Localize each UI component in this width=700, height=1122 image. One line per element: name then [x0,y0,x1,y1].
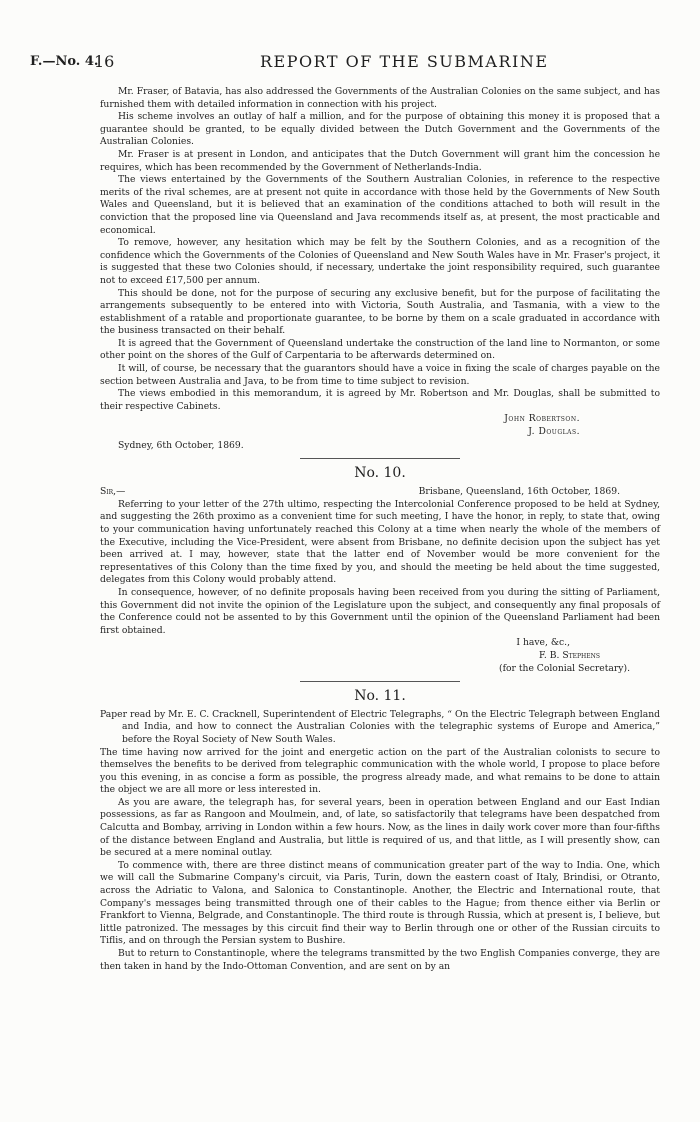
letter-address: Brisbane, Queensland, 16th October, 1869. [418,485,620,497]
section-divider [300,458,460,459]
paragraph: The views embodied in this memorandum, it is agreed by Mr. Robertson and Mr. Douglas, shall be submitted to their respective Cabinets. [100,388,660,412]
paragraph: It is agreed that the Government of Queensland undertake the construction of the land line to Normanton, or some other point on the shores of the Gulf of Carpentaria to be afterwards determined on. [100,337,660,362]
section-heading: No. 10. [354,465,406,482]
paragraph: In consequence, however, of no definite proposals having been received from you during the sitting of Parliament, this Government did not invite the opinion of the Legislature upon the subject, and consequently any final proposals of the Conference could not be assented to by this Government until the opinion of the Queensland Parliament had been first obtained. [100,586,660,636]
salutation: Sir,— [100,485,126,497]
document-reference: F.—No. 4. [30,54,99,69]
letter-no-10 [100,467,660,675]
signatory: J. Douglas. [528,426,580,438]
memo-date: Sydney, 6th October, 1869. [118,439,244,451]
paragraph: The time having now arrived for the joint and energetic action on the part of the Australian colonists to secure to themselves the benefits to be derived from telegraphic communication with the whole world, I propose to place before you this evening, in as concise a form as possible, the progress already made, and what remains to be done to attain the object we are all more or less interested in. [100,746,660,796]
memorandum [100,86,660,452]
section-heading: No. 11. [354,688,406,705]
signatory-role: (for the Colonial Secretary). [499,662,630,674]
paragraph: Mr. Fraser is at present in London, and anticipates that the Dutch Government will grant him the concession he requires, which has been recommended by the Government of Netherlands-India. [100,148,660,173]
section-divider [300,681,460,682]
page-body [100,86,660,973]
paragraph: His scheme involves an outlay of half a million, and for the purpose of obtaining this money it is proposed that a guarantee should be granted, to be equally divided between the Dutch Government and the Governments of the Australian Colonies. [100,111,660,148]
signatory: John Robertson. [504,413,580,425]
paper-no-11 [100,690,660,973]
paragraph: Referring to your letter of the 27th ultimo, respecting the Intercolonial Conference proposed to be held at Sydney, and suggesting the 26th proximo as a convenient time for such meeting, I have the honor, in reply, to state that, owing to your communication having unfortunately reached this Colony at a time when nearly the whole of the members of the Executive, including the Vice-President, were absent from Brisbane, no definite decision upon the subject has yet been arrived at. I may, however, state that the latter end of November would be more convenient for the representatives of this Colony than the time fixed by you, and should the meeting be held about the time suggested, delegates from this Colony would probably attend. [100,498,660,586]
paragraph: To remove, however, any hesitation which may be felt by the Southern Colonies, and as a recognition of the confidence which the Governments of the Colonies of Queensland and New South Wales have in Mr. Fraser's project, it is suggested that these two Colonies should, if necessary, undertake the joint responsibility required, such guarantee not to exceed £17,500 per annum. [100,237,660,286]
page-header [30,52,670,74]
paragraph: To commence with, there are three distinct means of communication greater part of the way to India. One, which we will call the Submarine Company's circuit, via Paris, Turin, down the eastern coast of Italy, Brindisi, or Otranto, across the Adriatic to Valona, and Salonica to Constantinople. Another, the Electric and International route, that Company's messages being transmitted through one of their cables to the Hague; from thence either via Berlin or Frankfort to Vienna, Belgrade, and Constantinople. The third route is through Russia, which at present is, I believe, but little patronized. The messages by this circuit find their way to Berlin through one or other of the Russian circuits to Tiflis, and on through the Persian system to Bushire. [100,859,660,947]
paragraph: It will, of course, be necessary that the guarantors should have a voice in fixing the scale of charges payable on the section between Australia and Java, to be from time to time subject to revision. [100,363,660,387]
paragraph: The views entertained by the Governments of the Southern Australian Colonies, in reference to the respective merits of the rival schemes, are at present not quite in accordance with those held by the Governments of New South Wales and Queensland, but it is believed that an examination of the conditions attached to both will result in the conviction that the proposed line via Queensland and Java recommends itself as, at present, the most practicable and economical. [100,174,660,236]
page-number: 16 [94,52,115,71]
paragraph: But to return to Constantinople, where the telegrams transmitted by the two English Companies converge, they are then taken in hand by the Indo-Ottoman Convention, and are sent on by an [100,948,660,972]
letter-header [100,486,660,499]
running-title: REPORT OF THE SUBMARINE [260,52,549,71]
paragraph: As you are aware, the telegraph has, for several years, been in operation between England and our East Indian possessions, as far as Rangoon and Moulmein, and, of late, so satisfactorily that telegrams have been despatched from Calcutta and Bombay, arriving in London within a few hours. Now, as the lines in daily work cover more than four-fifths of the distance between England and Australia, but little is required of us, and that little, as I will presently show, can be secured at a mere nominal outlay. [100,796,660,859]
paragraph: This should be done, not for the purpose of securing any exclusive benefit, but for the purpose of facilitating the arrangements subsequently to be entered into with Victoria, South Australia, and Tasmania, with a view to the establishment of a ratable and proportionate guarantee, to be borne by them on a scale graduated in accordance with the business transacted on their behalf. [100,287,660,337]
paragraph: Mr. Fraser, of Batavia, has also addressed the Governments of the Australian Colonies on the same subject, and has furnished them with detailed information in connection with his project. [100,86,660,110]
closing: I have, &c., [516,637,570,649]
signatory: F. B. Stephens [538,649,600,661]
paper-title: Paper read by Mr. E. C. Cracknell, Superintendent of Electric Telegraphs, “ On the Electric Telegraph between England and India, and how to connect the Australian Colonies with the telegraphic systems of Europe and America,” before the Royal Society of New South Wales. [100,708,660,745]
